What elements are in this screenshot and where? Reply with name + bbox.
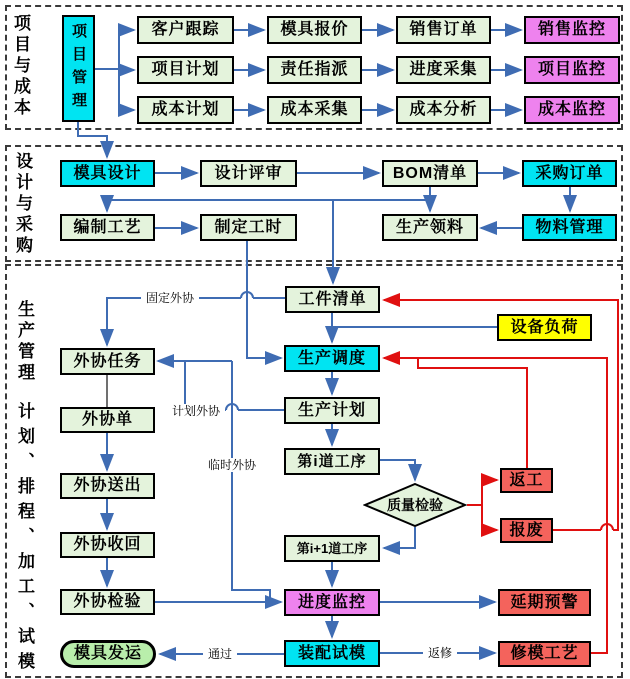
node-process-i: 第i道工序	[284, 448, 380, 475]
node-quality-check	[363, 483, 467, 527]
edge-label-temp-outsource: 临时外协	[203, 458, 261, 472]
node-material-requisition: 生产领料	[382, 214, 478, 241]
node-production-plan: 生产计划	[284, 397, 380, 424]
section-label-design-purchase: 设计与采购	[13, 152, 32, 257]
node-outsource-send: 外协送出	[60, 473, 155, 499]
node-outsource-task: 外协任务	[60, 348, 155, 375]
section-label-production-1: 生产管理	[15, 300, 34, 384]
edge-label-pass: 通过	[203, 647, 237, 661]
node-mold-quote: 模具报价	[267, 16, 362, 44]
section-label-project-cost: 项目与成本	[11, 14, 30, 119]
node-mold-repair: 修模工艺	[498, 641, 591, 667]
node-material-mgmt: 物料管理	[522, 214, 617, 241]
node-delay-warning: 延期预警	[498, 589, 591, 616]
node-outsource-check: 外协检验	[60, 589, 155, 615]
node-assembly-trial: 装配试模	[284, 640, 380, 667]
node-rework: 返工	[500, 468, 553, 493]
node-duty-assign: 责任指派	[267, 56, 362, 84]
node-mold-design: 模具设计	[60, 160, 155, 187]
node-production-dispatch: 生产调度	[284, 345, 380, 372]
node-equipment-load: 设备负荷	[497, 314, 592, 341]
node-cost-collect: 成本采集	[267, 96, 362, 124]
node-outsource-return: 外协收回	[60, 532, 155, 558]
node-bom-list: BOM清单	[382, 160, 478, 187]
node-work-hours: 制定工时	[200, 214, 297, 241]
quality-check-label: 质量检验	[387, 497, 443, 513]
node-customer-tracking: 客户跟踪	[137, 16, 234, 44]
node-workpiece-list: 工件清单	[285, 286, 380, 313]
node-mold-shipment: 模具发运	[60, 640, 156, 668]
node-cost-plan: 成本计划	[137, 96, 234, 124]
node-sales-monitor: 销售监控	[524, 16, 620, 44]
node-sales-order: 销售订单	[396, 16, 491, 44]
edge-label-planned-outsource: 计划外协	[167, 404, 225, 418]
node-scrap: 报废	[500, 518, 553, 543]
edge-label-repair: 返修	[423, 646, 457, 660]
edge-label-fixed-outsource: 固定外协	[141, 291, 199, 305]
node-progress-collect: 进度采集	[396, 56, 491, 84]
node-cost-analysis: 成本分析	[396, 96, 491, 124]
section-label-production-2: 计划、排程、加工、试模	[15, 402, 34, 677]
node-purchase-order: 采购订单	[522, 160, 617, 187]
node-progress-monitor: 进度监控	[284, 589, 380, 616]
node-project-management: 项目管理	[62, 15, 95, 122]
node-process-i-plus-1: 第i+1道工序	[284, 535, 380, 562]
node-design-review: 设计评审	[200, 160, 297, 187]
node-project-plan: 项目计划	[137, 56, 234, 84]
node-cost-monitor: 成本监控	[524, 96, 620, 124]
node-process-planning: 编制工艺	[60, 214, 155, 241]
node-outsource-order: 外协单	[60, 407, 155, 433]
node-project-monitor: 项目监控	[524, 56, 620, 84]
